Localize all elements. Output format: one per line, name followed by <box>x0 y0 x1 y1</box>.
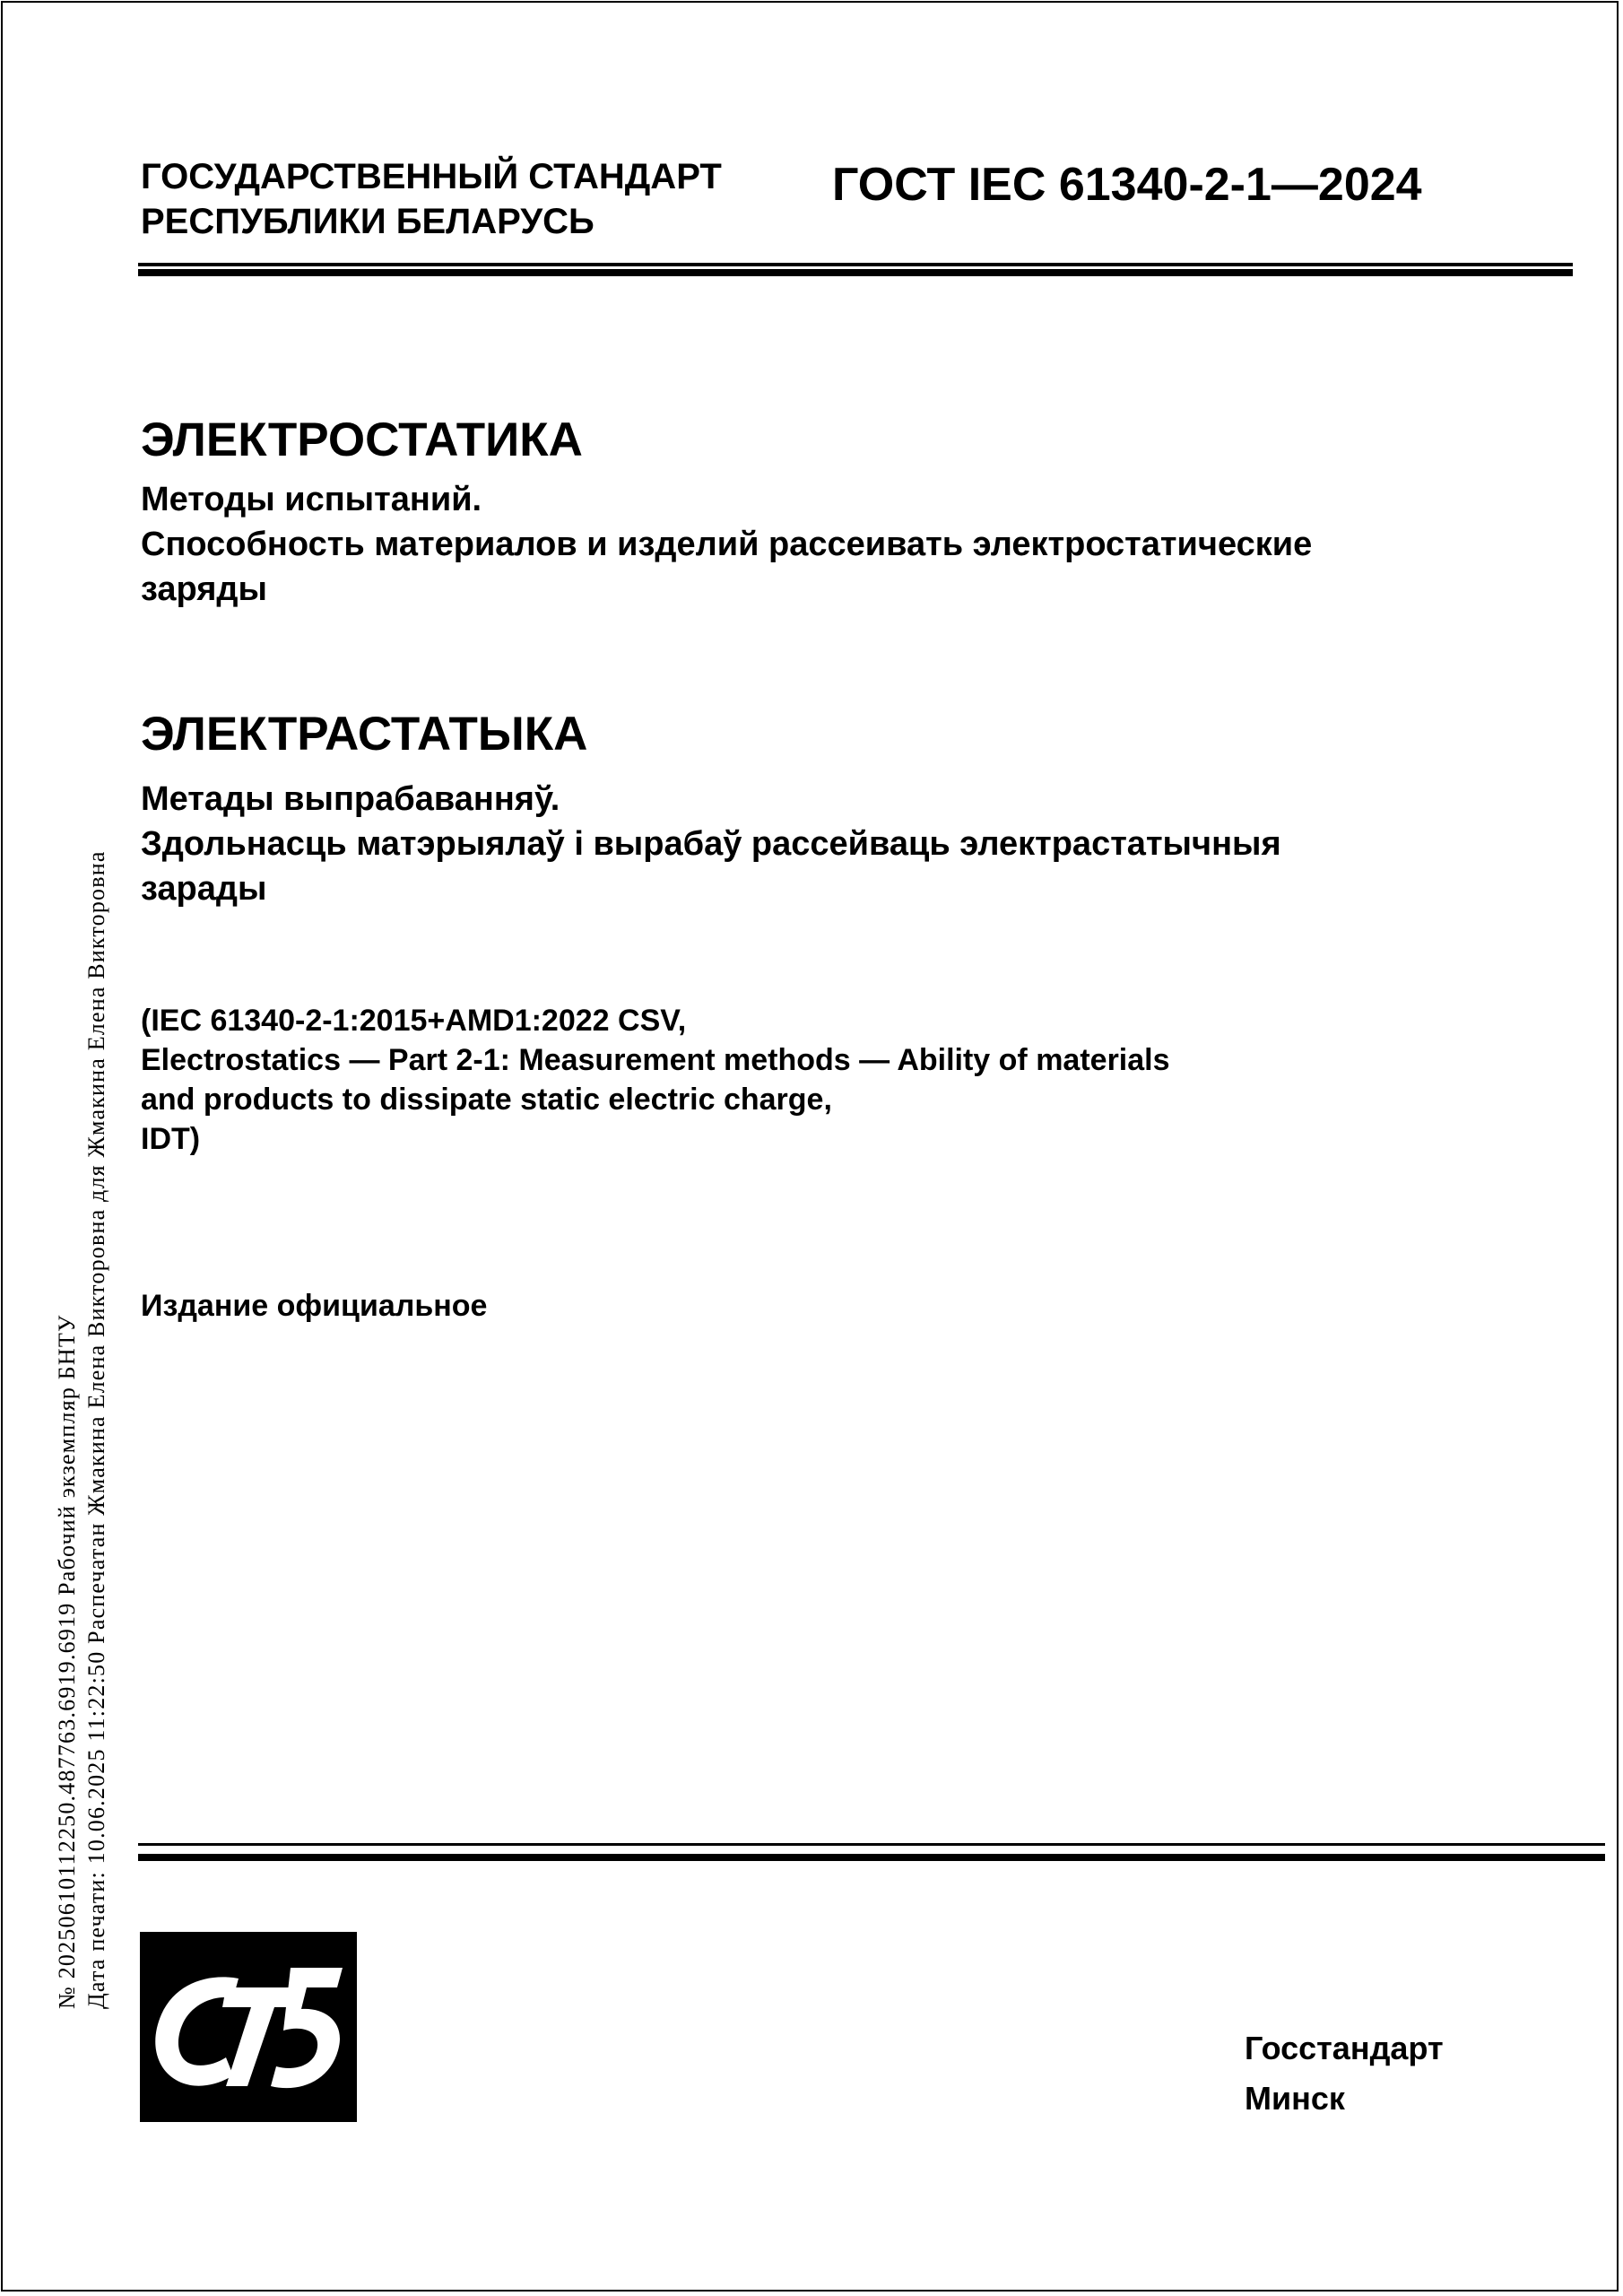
issuer <box>141 154 722 244</box>
print-stamp <box>52 850 111 2009</box>
title-by-sub-line3: зарады <box>141 870 267 908</box>
gosstandart-logo-mark <box>140 1932 357 2122</box>
footer-rule-thick <box>138 1854 1605 1861</box>
standard-designation: ГОСТ IEC 61340-2-1—2024 <box>832 159 1422 211</box>
original-line2: Electrostatics — Part 2-1: Measurement methods — Ability of materials <box>141 1043 1170 1077</box>
publisher-city: Минск <box>1245 2080 1345 2117</box>
issuer-line1: ГОСУДАРСТВЕННЫЙ СТАНДАРТ <box>141 157 722 196</box>
title-by-sub-line2: Здольнасць матэрыялаў і вырабаў рассейваць электрастатычныя <box>141 825 1281 863</box>
title-ru-sub-line1: Методы испытаний. <box>141 481 482 518</box>
title-ru-sub-line3: заряды <box>141 570 267 608</box>
original-line4: IDT) <box>141 1122 201 1156</box>
print-stamp-line1: № 20250610112250.487763.6919.6919 Рабочий экземпляр БНТУ <box>54 1314 80 2009</box>
publisher-name: Госстандарт <box>1245 2030 1444 2066</box>
original-standard-reference <box>141 1001 1170 1159</box>
title-by-subtitle <box>141 777 1281 911</box>
publisher <box>1245 2023 1444 2124</box>
header-rule-thick <box>138 269 1573 276</box>
header-rule-thin <box>138 263 1573 266</box>
original-line3: and products to dissipate static electric charge, <box>141 1083 832 1117</box>
original-line1: (IEC 61340-2-1:2015+AMD1:2022 CSV, <box>141 1004 687 1038</box>
title-by-main: ЭЛЕКТРАСТАТЫКА <box>141 708 588 761</box>
print-stamp-line2: Дата печати: 10.06.2025 11:22:50 Распечатан Жмакина Елена Викторовна для Жмакина Елена Викторовна <box>83 850 109 2009</box>
gosstandart-logo <box>140 1932 357 2122</box>
title-ru-sub-line2: Способность материалов и изделий рассеивать электростатические <box>141 526 1313 563</box>
title-ru-main: ЭЛЕКТРОСТАТИКА <box>141 413 583 466</box>
edition-note: Издание официальное <box>141 1289 488 1323</box>
footer-rule-thin <box>138 1843 1605 1846</box>
title-by-sub-line1: Метады выпрабаванняў. <box>141 780 560 818</box>
issuer-line2: РЕСПУБЛИКИ БЕЛАРУСЬ <box>141 202 595 241</box>
title-ru-subtitle <box>141 477 1312 612</box>
